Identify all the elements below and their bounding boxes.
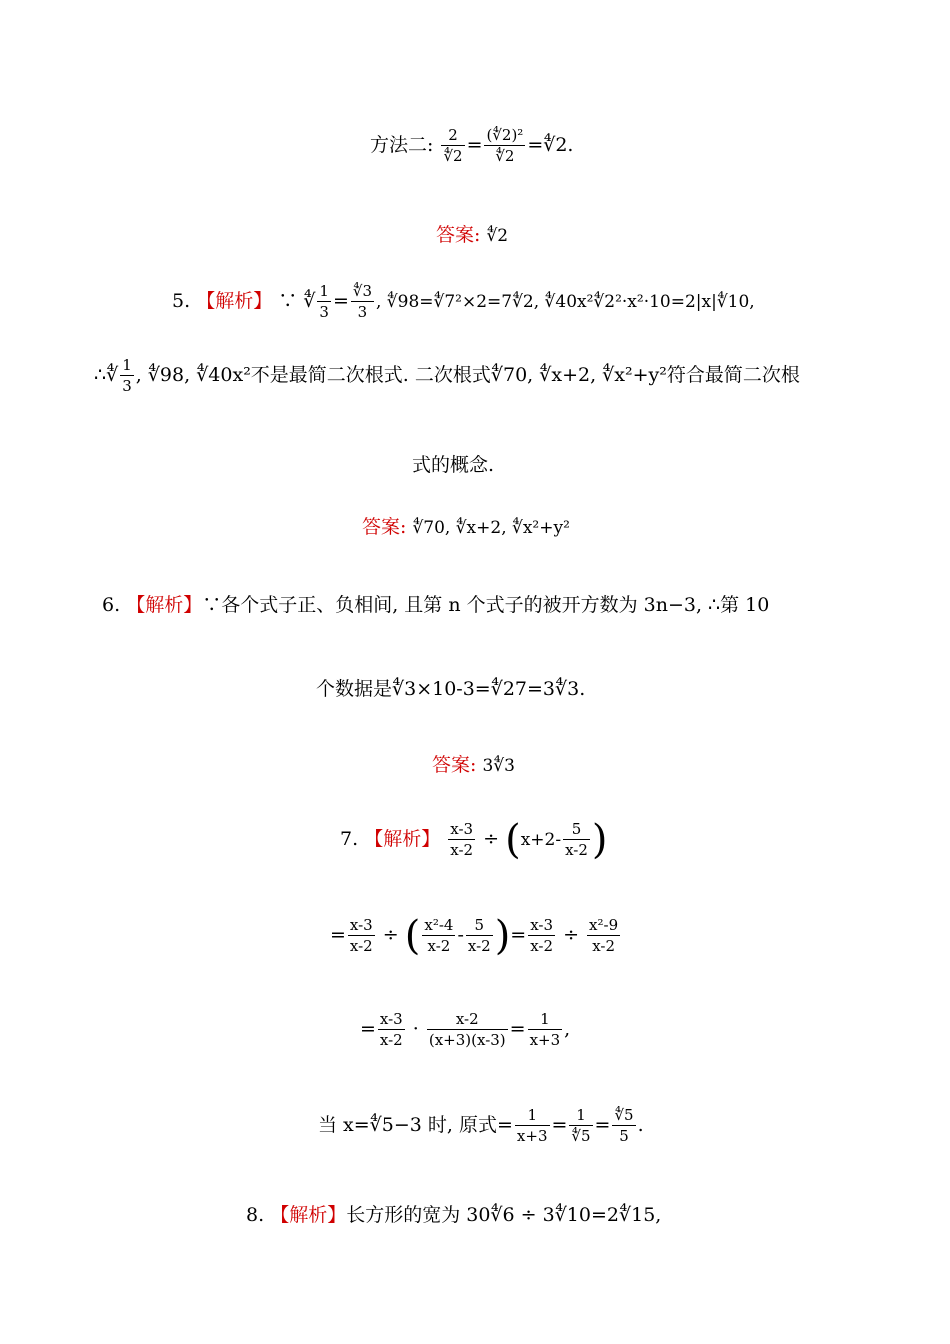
fraction: $\frac{∜5}{5}$ xyxy=(614,1106,634,1145)
answer-label: 答案: xyxy=(432,754,477,776)
q5-line-3: 式的概念. xyxy=(412,454,495,476)
fraction: $\frac{\text{x²-9}}{x-2}$ xyxy=(589,916,619,955)
q6-line-1 xyxy=(102,596,769,615)
fraction: $\frac{2}{∜2}$ xyxy=(443,126,463,165)
analysis-tag: 【解析】 xyxy=(364,828,441,850)
q8-line-1 xyxy=(246,1206,661,1225)
fraction: $\frac{x-2}{(x+3)(x-3)}$ xyxy=(428,1010,506,1049)
fraction: $\frac{5}{x-2}$ xyxy=(565,820,588,859)
radical: ∜ $\frac{1}{3}$ xyxy=(106,356,132,395)
fraction: $\frac{5}{x-2}$ xyxy=(467,916,491,955)
fraction: $\frac{x-3}{x-2}$ xyxy=(530,916,554,955)
analysis-tag: 【解析】 xyxy=(196,290,273,312)
q7-line-4: 当 x=∜5−3 时, 原式= $\frac{1}{x+3}$ = $\frac{1}{∜5}$ = $\frac{∜5}{5}$ . xyxy=(318,1106,644,1145)
fraction: $\frac{x-3}{x-2}$ xyxy=(450,820,474,859)
fraction: $\frac{1}{x+3}$ xyxy=(529,1010,561,1049)
q6-line-2: 个数据是∜3×10-3=∜27=3∜3. xyxy=(316,678,586,700)
answer-line-5 xyxy=(362,518,570,537)
q5-line-1: 5. 【解析】 ∵ ∜ $\frac{1}{3}$ = $\frac{∜3}{3}$ , ∜98=∜7²×2=7∜2, ∜40x²∜2²·x²·10=2|x|∜10, xyxy=(172,282,755,321)
fraction: $\frac{\text{(∜2)²}}{∜2}$ xyxy=(486,126,524,165)
answer-line-6 xyxy=(432,756,515,775)
q7-line-3: = $\frac{x-3}{x-2}$ · $\frac{x-2}{(x+3)(x-3)}$ = $\frac{1}{x+3}$ , xyxy=(360,1010,571,1049)
question-number: 6. xyxy=(102,594,121,616)
q5-rest: , ∜98=∜7²×2=7∜2, ∜40x²∜2²·x²·10=2|x|∜10, xyxy=(376,292,755,312)
fraction: $\frac{\text{x²-4}}{x-2}$ xyxy=(424,916,454,955)
question-number: 5. xyxy=(172,290,191,312)
answer-label: 答案: xyxy=(436,224,481,246)
q5-line-2: ∴∜ $\frac{1}{3}$ , ∜98, ∜40x²不是最简二次根式. 二次根式∜70, ∜x+2, ∜x²+y²符合最简二次根 xyxy=(94,356,800,395)
fraction: $\frac{1}{x+3}$ xyxy=(516,1106,548,1145)
fraction: $\frac{∜3}{3}$ xyxy=(352,282,372,321)
fraction: $\frac{1}{∜5}$ xyxy=(571,1106,591,1145)
answer-value: 3∜3 xyxy=(482,756,515,776)
q7-line-2: = $\frac{x-3}{x-2}$ ÷ ( $\frac{\text{x²-4}}{x-2}$ - $\frac{5}{x-2}$ )= $\frac{x-3}{x-2}$ ÷ $\frac{\text{x²-9}}{x-2}$ xyxy=(330,913,619,959)
fraction: $\frac{x-3}{x-2}$ xyxy=(349,916,373,955)
analysis-tag: 【解析】 xyxy=(270,1204,347,1226)
answer-value: ∜2 xyxy=(486,226,509,246)
question-number: 8. xyxy=(246,1204,265,1226)
analysis-tag: 【解析】 xyxy=(126,594,203,616)
radical: ∜ $\frac{1}{3}$ xyxy=(303,282,329,321)
answer-value: ∜70, ∜x+2, ∜x²+y² xyxy=(412,518,570,538)
q5-line-2-text: , ∜98, ∜40x²不是最简二次根式. 二次根式∜70, ∜x+2, ∜x²+y²符合最简二次根 xyxy=(135,364,800,386)
fraction: $\frac{x-3}{x-2}$ xyxy=(379,1010,403,1049)
q6-text: ∵各个式子正、负相间, 且第 n 个式子的被开方数为 3n−3, ∴第 10 xyxy=(202,594,770,616)
answer-line-4 xyxy=(436,226,508,245)
method-two-label: 方法二: xyxy=(370,134,434,156)
q8-text: 长方形的宽为 30∜6 ÷ 3∜10=2∜15, xyxy=(346,1204,662,1226)
answer-label: 答案: xyxy=(362,516,407,538)
method-two-line: 方法二: $\frac{2}{∜2}$ = $\frac{\text{(∜2)²}}{∜2}$ =∜2. xyxy=(370,126,574,165)
q7-line-1: 7. 【解析】 $\frac{x-3}{x-2}$ ÷ (x+2- $\frac{5}{x-2}$ ) xyxy=(340,817,608,863)
question-number: 7. xyxy=(340,828,359,850)
